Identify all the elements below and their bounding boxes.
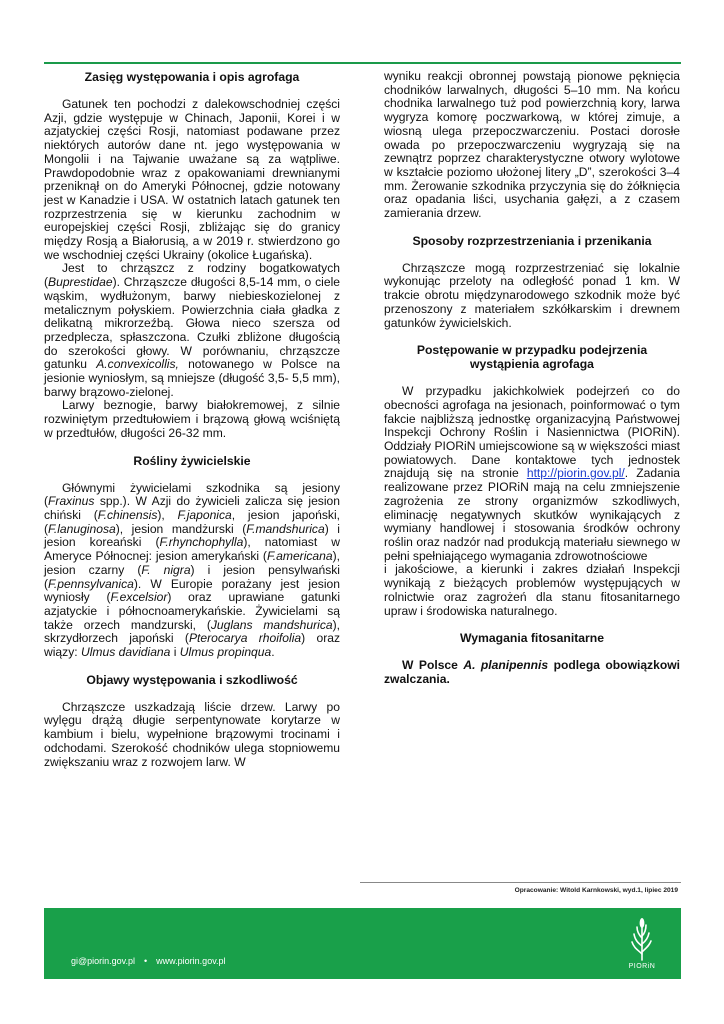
author-credit: Opracowanie: Witold Karnkowski, wyd.1, lipiec 2019: [514, 887, 678, 894]
latin-name: F.japonica: [177, 507, 232, 522]
text: Głównymi żywicielami szkodnika są jesiony (: [44, 480, 340, 509]
text: i: [170, 645, 180, 660]
paragraph-requirements: [384, 659, 680, 686]
paragraph-hosts: [44, 482, 340, 660]
paragraph-symptoms-continued: wyniku reakcji obronnej powstają pionowe pęknięcia chodników larwalnych, długości 5–10 mm. Na końcu chodnika larwalnego tuż pod powierzchnią kory, larwa wygryza komorę poczwarkową, w której zimuje, a wiosną ulega przepoczwarczeniu. Postaci dorosłe owada po przepoczwarczeniu wygryzają się na zewnątrz poprzez charakterystyczne otwory wylotowe w kształcie poziomo ułożonej litery „D”, szerokości 3–4 mm. Żerowanie szkodnika przyczynia się do żółknięcia oraz opadania liści, usychania gałęzi, a z czasem zamierania drzew.: [384, 69, 680, 221]
text: W Polsce: [402, 658, 464, 673]
latin-name: F.chinensis: [97, 507, 158, 522]
text: ), natomiast w Ameryce Północnej: jesion amerykański (: [44, 535, 340, 564]
latin-name: Juglans mandshurica: [210, 617, 333, 632]
right-column: [384, 70, 680, 687]
latin-name: F. nigra: [141, 562, 191, 577]
text: ) i jesion koreański (: [44, 521, 340, 550]
species-name: A. planipennis: [463, 658, 549, 673]
text: spp.). W Azji do żywicieli zalicza się jesion chiński (: [44, 494, 340, 522]
logo-label: PIORiN: [628, 963, 656, 970]
latin-name: Pterocarya rhoifolia: [188, 631, 302, 646]
latin-name: F.excelsior: [110, 590, 168, 605]
text: ), jesion czarny (: [44, 549, 340, 577]
text: ),: [157, 507, 178, 522]
text: ) oraz wiązy:: [44, 631, 340, 660]
section-title-procedure: Postępowanie w przypadku podejrzenia wystąpienia agrofaga: [416, 343, 648, 372]
species-name: A.convexicollis,: [96, 357, 179, 372]
text: ), jesion mandżurski (: [115, 521, 247, 536]
wheat-logo-icon: [622, 916, 662, 962]
text: ) i jesion pensylwański (: [44, 562, 340, 591]
piorin-link[interactable]: http://piorin.gov.pl/: [526, 466, 625, 481]
paragraph-range: Gatunek ten pochodzi z dalekowschodniej części Azji, gdzie występuje w Chinach, Japonii, Korei i w azjatyckiej części Rosji, natomiast podawane przez niektórych autorów dane nt. jego występowania w Mongolii i na Tajwanie uważane są za wątpliwe. Prawdopodobnie wraz z opakowaniami drewnianymi przeniknął on do Ameryki Północnej, gdzie notowany jest w Kanadzie i USA. W ostatnich latach gatunek ten rozprzestrzenia się w kierunku zachodnim w europejskiej części Rosji, zbliżając się do granicy między Rosją a Białorusią, a w 2019 r. stwierdzono go we wschodniej części Ukrainy (okolice Ługańska).: [44, 97, 340, 262]
section-title-requirements: Wymagania fitosanitarne: [459, 631, 605, 646]
paragraph-spread: Chrząszcze mogą rozprzestrzeniać się lokalnie wykonując przeloty na odległość ponad 1 km. W trakcie obrotu międzynarodowego szkodnik może być przenoszony z materiałem szkółkarskim i drewnem gatunków żywicielskich.: [384, 260, 680, 330]
text: Jest to chrząszcz z rodziny bogatkowatych (: [44, 261, 340, 290]
text: .: [271, 645, 275, 660]
text: W przypadku jakichkolwiek podejrzeń co do obecności agrofaga na jesionach, poinformować o tym fakcie najbliższą jednostkę organizacyjną Państwowej Inspekcji Ochrony Roślin i Nasiennictwa (PIORiN). Oddziały PIORiN umiejscowione są w większości miast powiatowych. Dane kontaktowe tych jednostek znajdują się na stronie: [384, 384, 680, 481]
family-name: Buprestidae: [48, 275, 113, 290]
footer-email[interactable]: gi@piorin.gov.pl: [71, 956, 136, 966]
text: ). W Europie porażany jest jesion wyniosły (: [44, 576, 340, 605]
text: podlega obowiązkowi zwalczania.: [384, 658, 680, 686]
latin-name: Fraxinus: [48, 494, 95, 509]
left-column: [44, 70, 340, 769]
paragraph-beetle-description: [44, 262, 340, 399]
section-title-spread: Sposoby rozprzestrzeniania i przenikania: [412, 233, 652, 248]
footer-separator: •: [144, 956, 148, 966]
text: , jesion japoński, (: [44, 507, 340, 536]
top-rule: [44, 62, 681, 64]
text: ) oraz uprawiane gatunki azjatyckie i północnoamerykańskie. Żywicielami są także orzech mandzurski, (: [44, 590, 341, 632]
text: notowanego w Polsce na jesionie wyniosłym, są mniejsze (długość 3,5- 5,5 mm), barwy brązowo-zielonej.: [44, 357, 340, 399]
latin-name: Ulmus davidiana: [80, 645, 171, 660]
latin-name: F.rhynchophylla: [159, 535, 244, 550]
credit-rule: [360, 882, 681, 883]
paragraph-procedure: [384, 385, 680, 563]
section-title-range: Zasięg występowania i opis agrofaga: [84, 70, 300, 84]
latin-name: F.mandshurica: [246, 521, 325, 536]
paragraph-larvae: Larwy beznogie, barwy białokremowej, z silnie rozwiniętym przedtułowiem i brązową głową wciśniętą w przedtułów, długości 26-32 mm.: [44, 398, 340, 440]
footer-bar: [44, 908, 681, 979]
section-title-symptoms: Objawy występowania i szkodliwość: [86, 672, 298, 687]
latin-name: Ulmus propinqua: [179, 645, 272, 660]
text: ). Chrząszcze długości 8,5-14 mm, o ciele wąskim, wydłużonym, barwy niebieskozielonej z metalicznym połyskiem. Powierzchnia ciała gładka z delikatną mikrorzeźbą. Głowa nieco szersza od przedplecza, spłaszczona. Czułki zbliżone długością do szerokości głowy. W porównaniu, chrząszcze gatunku: [44, 275, 340, 372]
section-title-hosts: Rośliny żywicielskie: [133, 453, 251, 468]
paragraph-procedure-continued: i jakościowe, a kierunki i zakres działań Inspekcji wynikają z bieżących problemów występujących w rolnictwie oraz zagrożeń dla stanu fitosanitarnego upraw i środowiska naturalnego.: [384, 562, 680, 618]
latin-name: F.americana: [266, 549, 333, 564]
text: . Zadania realizowane przez PIORiN mają na celu zmniejszenie zagrożenia ze strony organizmów szkodliwych, eliminację negatywnych skutków wynikających z wymiany handlowej i stosowania środków ochrony roślin oraz nadzór nad produkcją materiału siewnego w pełni spełniającego wymagania zdrowotnościowe: [384, 466, 680, 563]
text: ), skrzydłorzech japoński (: [44, 617, 340, 646]
paragraph-symptoms-start: Chrząszcze uszkadzają liście drzew. Larwy po wylęgu drążą długie serpentynowate korytarze w kambium i bielu, wypełnione brązowymi trocinami i odchodami. Szerokość chodników ulega stopniowemu zwiększaniu wraz z rozwojem larw. W: [44, 699, 340, 769]
latin-name: F.pennsylvanica: [48, 576, 134, 591]
latin-name: F.lanuginosa: [48, 521, 116, 536]
piorin-logo: [622, 916, 662, 974]
footer-website[interactable]: www.piorin.gov.pl: [156, 956, 226, 966]
footer-contacts: [71, 956, 226, 966]
